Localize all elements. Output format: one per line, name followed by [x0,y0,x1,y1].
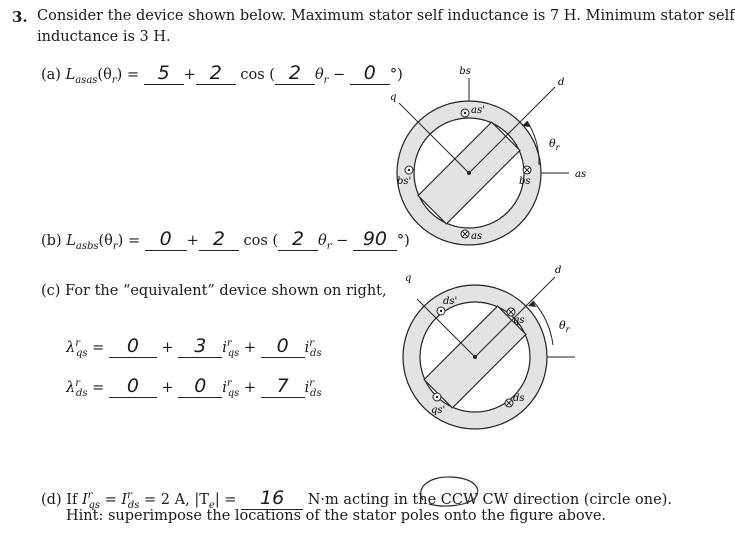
eq1-plus-2: + [243,340,257,356]
fig2-label-ds: ds [513,393,525,404]
part-d-amps: = 2 A, [144,492,190,508]
fig2-label-qs: qs [513,315,525,326]
part-a-minus: − [333,67,346,83]
part-a-arg-sub: r [111,74,117,86]
eq2-answer-2: 0 [178,375,222,398]
part-d-hint: Hint: superimpose the locations of the stator poles onto the figure above. [66,508,607,524]
ccw-circle-mark [415,474,485,510]
fig1-label-bs-top: bs [459,66,471,77]
part-d-i-qs-sub: qs [88,499,100,511]
fig2-label-d: d [555,265,562,276]
fig2-label-ds-prime: ds' [443,296,458,307]
problem-number: 3. [12,8,28,26]
part-b-equation [41,228,410,252]
part-d-eq: = [104,492,117,508]
lambda-qs-sup: r [75,338,80,350]
lambda-qs: λ [66,340,76,356]
lambda-ds-sub: ds [75,387,88,399]
part-b-lhs-sub: asbs [75,240,99,252]
part-b-theta-sub: r [326,240,332,252]
conductor-ds-prime [437,307,445,315]
machine-figure-2 [390,265,658,455]
part-d-i-ds: I [121,492,128,508]
part-b-plus: + [186,233,199,249]
part-d-if: If [66,492,78,508]
eq1-i-1-sup: r [226,338,232,350]
part-b-arg-sub: r [112,240,118,252]
fig2-theta-sub: r [565,325,570,334]
problem-intro-line2: inductance is 3 H. [37,29,171,45]
eq1-i-2: i [304,340,310,356]
fig1-label-d: d [558,77,565,88]
eq1-answer-3: 0 [261,335,305,358]
part-b-answer-1: 0 [145,228,187,251]
lambda-qs-sub: qs [75,347,88,359]
eq2-i-1: i [222,380,227,396]
fig2-label-q: q [405,273,412,284]
part-d-torque: |T [194,492,209,508]
eq1-answer-2: 3 [178,335,222,358]
part-a-lhs: L [65,67,76,83]
part-b-lhs: L [66,233,76,249]
part-d-answer: 16 [241,487,303,510]
eq2-i-1-sub: qs [227,387,240,399]
conductor-bs [523,166,531,174]
fig1-label-theta [549,137,561,152]
fig2-label-qs-prime: qs' [431,405,446,416]
fig1-theta-sub: r [555,143,560,152]
eq2-i-2: i [304,380,310,396]
fig1-theta-symbol: θ [549,137,556,150]
part-c-label: (c) [41,283,61,299]
part-d-i-ds-sup: r [127,490,132,502]
conductor-bs-prime [405,166,413,174]
part-d-i-qs: I [81,492,88,508]
part-b-minus: − [336,233,349,249]
part-d-i-qs-sup: r [87,490,93,502]
eq2-answer-1: 0 [109,375,157,398]
part-c-description: For the “equivalent” device shown on right, [65,283,387,299]
fig1-label-as-prime: as' [471,105,485,116]
eq2-i-2-sub: ds [310,387,322,399]
fig1-label-as-right: as [575,169,587,180]
part-b-arg: (θ [98,233,113,249]
part-a-label: (a) [41,67,61,83]
conductor-as [461,230,469,238]
part-d-label: (d) [41,492,62,508]
part-b-arg-close: ) = [117,233,141,249]
eq2-i-1-sup: r [226,378,232,390]
eq1-equals: = [92,340,105,356]
part-a-theta: θ [314,67,324,83]
eq2-equals: = [92,380,105,396]
machine-figure-1 [390,60,658,270]
conductor-ds [505,399,513,407]
part-b-answer-4: 90 [353,228,397,251]
eq2-plus-1: + [161,380,174,396]
eq2-plus-2: + [243,380,257,396]
fig1-label-q: q [390,92,397,103]
eq1-i-1-sub: qs [227,347,240,359]
eq1-i-2-sub: ds [310,347,322,359]
eq2-answer-3: 7 [261,375,305,398]
part-a-answer-2: 2 [196,62,236,85]
eq2-i-2-sup: r [309,378,315,390]
part-b-theta: θ [318,233,327,249]
part-b-answer-2: 2 [199,228,239,251]
lambda-ds-sup: r [75,378,80,390]
fig2-theta-symbol: θ [559,319,566,332]
part-a-answer-1: 5 [144,62,184,85]
part-c-text [41,283,387,299]
part-a-arg: (θ [97,67,112,83]
part-b-deg: °) [396,233,410,249]
problem-intro-line1: Consider the device shown below. Maximum stator self inductance is 7 H. Minimum stator self [37,8,735,24]
fig1-label-bs-prime: bs' [397,176,412,187]
eq1-i-1: i [222,340,227,356]
conductor-qs-prime [433,393,441,401]
fig2-label-theta [559,319,571,334]
part-d-after: N·m acting in the CCW CW direction (circle one). [307,492,672,508]
eq1-i-2-sup: r [309,338,315,350]
lambda-ds: λ [66,380,76,396]
fig1-label-bs-right: bs [519,176,531,187]
part-a-answer-3: 2 [275,62,315,85]
part-a-lhs-sub: asas [75,74,98,86]
part-a-answer-4: 0 [350,62,390,85]
part-d-torque-close: | = [214,492,237,508]
part-a-arg-close: ) = [116,67,139,83]
part-a-theta-sub: r [323,74,329,86]
part-c-equation-1 [66,335,322,359]
part-a-deg: °) [389,67,403,83]
part-a-equation [41,62,403,86]
part-b-cos: cos ( [243,233,279,249]
part-d-i-ds-sub: ds [127,499,140,511]
part-a-plus: + [183,67,196,83]
part-b-label: (b) [41,233,62,249]
part-a-cos: cos ( [240,67,275,83]
fig1-label-as-bottom: as [471,231,483,242]
eq1-plus-1: + [161,340,174,356]
part-c-equation-2 [66,375,322,399]
part-b-answer-3: 2 [278,228,318,251]
conductor-as-prime [461,109,469,117]
eq1-answer-1: 0 [109,335,157,358]
part-d-torque-sub: e [208,499,215,511]
